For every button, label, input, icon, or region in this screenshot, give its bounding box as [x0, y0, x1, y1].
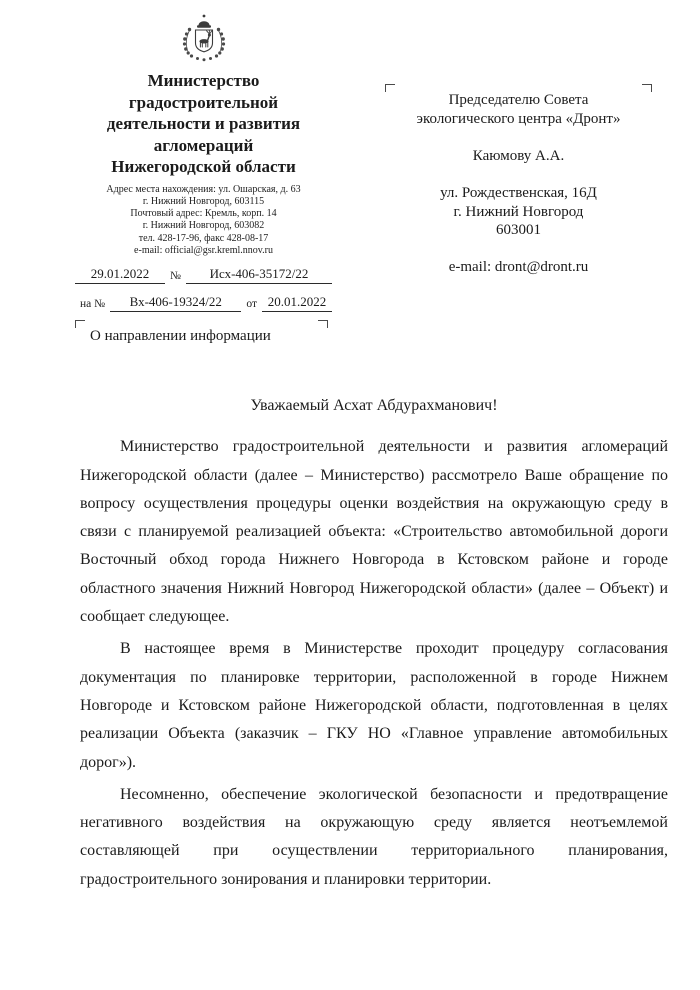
outgoing-reference-row	[75, 266, 332, 284]
corner-mark-top-right-icon	[318, 320, 328, 328]
address-line: e-mail: official@gsr.kreml.nnov.ru	[134, 244, 273, 256]
corner-mark-top-right-icon	[642, 84, 652, 92]
ministry-name-line: деятельности и развития	[106, 114, 301, 133]
from-label: от	[246, 298, 257, 311]
recipient-line: e-mail: dront@dront.ru	[448, 259, 589, 276]
reference-block	[75, 266, 332, 312]
recipient-line: Председателю Совета	[448, 92, 589, 108]
subject-zone	[75, 320, 328, 354]
ministry-address	[75, 184, 332, 258]
recipient-line: Каюмову А.А.	[472, 147, 565, 164]
outgoing-number: Исх-406-35172/22	[186, 266, 332, 284]
address-line: тел. 428-17-96, факс 428-08-17	[138, 232, 269, 244]
salutation: Уважаемый Асхат Абдурахманович!	[250, 397, 498, 414]
ministry-name-line: градостроительной	[128, 92, 279, 112]
subject-line: О направлении информации	[90, 328, 271, 344]
address-line: Почтовый адрес: Кремль, корп. 14	[130, 208, 277, 220]
recipient-line	[385, 240, 652, 259]
incoming-date: 20.01.2022	[262, 294, 332, 312]
recipient-line: г. Нижний Новгород	[453, 203, 584, 220]
recipient-block	[385, 84, 652, 277]
address-line: г. Нижний Новгород, 603115	[142, 195, 265, 207]
incoming-reference-row	[75, 294, 332, 312]
ministry-name-line: агломераций	[153, 135, 254, 155]
outgoing-date: 29.01.2022	[75, 266, 165, 284]
recipient-line: 603001	[496, 222, 541, 239]
ministry-name	[75, 70, 332, 178]
letter-body	[80, 392, 668, 898]
body-paragraph: В настоящее время в Министерстве проходит процедуру согласования документация по планировке территории, расположенной в городе Нижнем Новгороде и Кстовском районе Нижегородской области, подготовленная в целях реализации Объекта (заказчик – ГКУ НО «Главное управление автомобильных дорог»).	[80, 640, 668, 771]
recipient-line: ул. Рождественская, 16Д	[440, 184, 597, 201]
ministry-name-line: Министерство	[147, 71, 260, 90]
recipient-line	[385, 128, 652, 147]
corner-mark-top-left-icon	[75, 320, 85, 328]
recipient-line: экологического центра «Дронт»	[416, 110, 621, 127]
ministry-name-line: Нижегородской области	[111, 157, 296, 176]
address-line: Адрес места нахождения: ул. Ошарская, д. 63	[106, 183, 301, 195]
incoming-number-label: на №	[80, 298, 106, 311]
number-sign-label: №	[170, 270, 181, 283]
address-line: г. Нижний Новгород, 603082	[142, 220, 265, 232]
recipient-line	[385, 165, 652, 184]
corner-mark-top-left-icon	[385, 84, 395, 92]
letterhead	[75, 12, 332, 312]
incoming-number: Вх-406-19324/22	[110, 294, 241, 312]
body-paragraph: Министерство градостроительной деятельности и развития агломераций Нижегородской области (далее – Министерство) рассмотрело Ваше обращение по вопросу осуществления процедуры оценки воздействия на окружающую среду в связи с планируемой реализацией объекта: «Строительство автомобильной дороги Восточный обход города Нижнего Новгорода в Кстовском районе и городе областного значения Нижний Новгород Нижегородской области» (далее – Объект) и сообщает следующее.	[80, 438, 668, 626]
coat-of-arms-icon	[75, 12, 332, 68]
body-paragraph: Несомненно, обеспечение экологической безопасности и предотвращение негативного воздействия на окружающую среду является неотъемлемой составляющей при осуществлении территориального планирования, градостроительного зонирования и планировки территории.	[80, 785, 668, 888]
